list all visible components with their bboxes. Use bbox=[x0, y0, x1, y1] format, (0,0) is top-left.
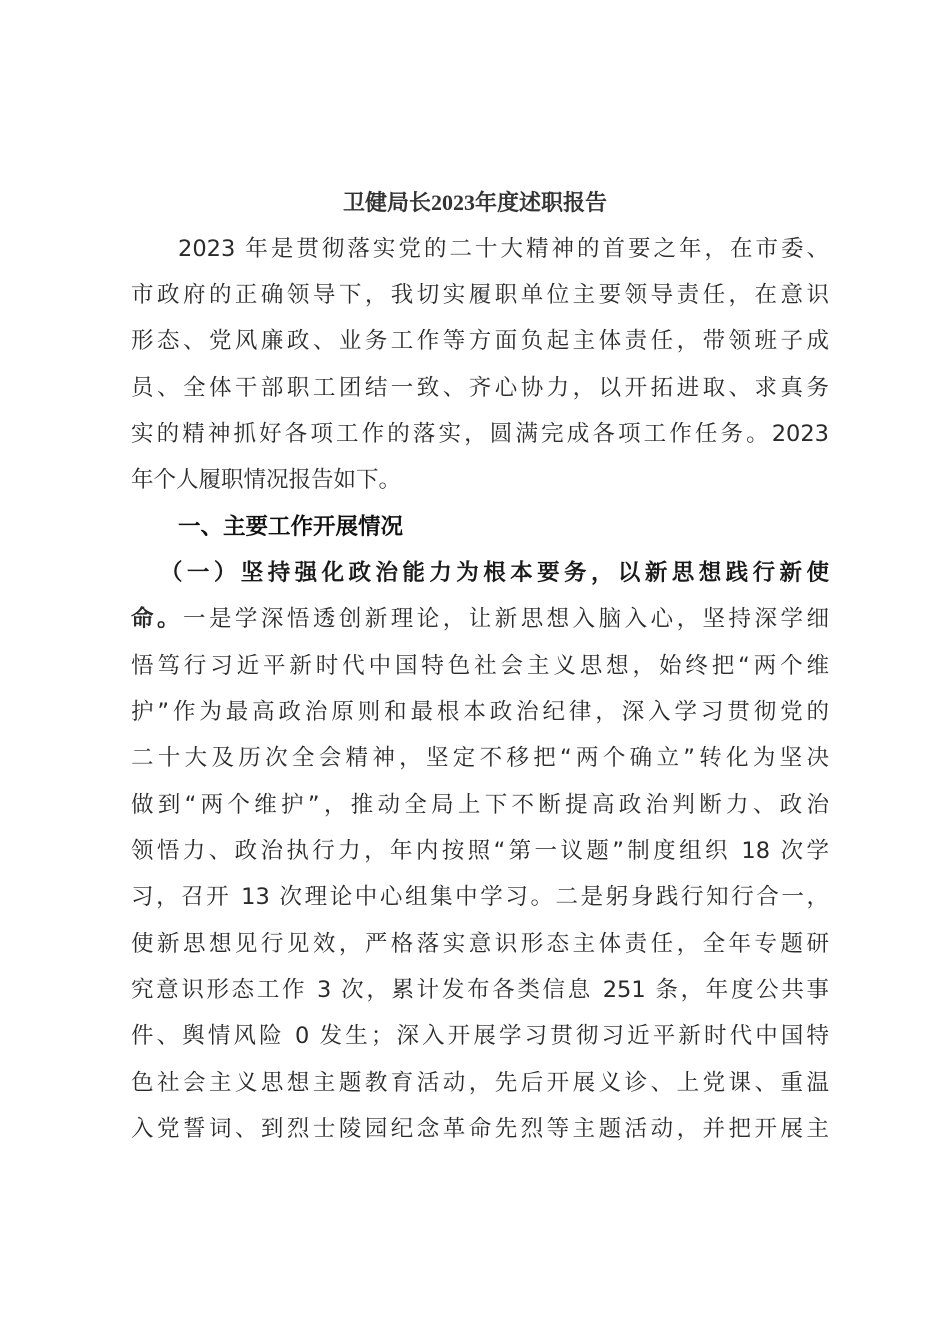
intro-line-4: 员、全体干部职工团结一致、齐心协力，以开拓进取、求真务 bbox=[131, 375, 829, 401]
subsection-heading-tail: 命。 bbox=[131, 606, 183, 632]
intro-line-6: 年个人履职情况报告如下。 bbox=[131, 467, 402, 493]
body-line-8: 使新思想见行见效，严格落实意识形态主体责任，全年专题研 bbox=[131, 931, 829, 957]
body-line-2: 悟笃行习近平新时代中国特色社会主义思想，始终把“两个维 bbox=[131, 653, 829, 679]
body-line-7: 习，召开 13 次理论中心组集中学习。二是躬身践行知行合一， bbox=[131, 884, 829, 910]
body-text: 一是学深悟透创新理论，让新思想入脑入心，坚持深学细 bbox=[182, 606, 829, 632]
body-line-3: 护”作为最高政治原则和最根本政治纪律，深入学习贯彻党的 bbox=[131, 699, 829, 725]
section-heading: 一、主要工作开展情况 bbox=[178, 514, 404, 540]
intro-line-1: 2023 年是贯彻落实党的二十大精神的首要之年，在市委、 bbox=[178, 236, 829, 262]
body-line-1 bbox=[131, 601, 829, 637]
body-line-5: 做到“两个维护”，推动全局上下不断提高政治判断力、政治 bbox=[131, 792, 829, 818]
body-line-11: 色社会主义思想主题教育活动，先后开展义诊、上党课、重温 bbox=[131, 1070, 829, 1096]
subsection-heading: （一）坚持强化政治能力为根本要务，以新思想践行新使 bbox=[160, 560, 829, 586]
intro-line-3: 形态、党风廉政、业务工作等方面负起主体责任，带领班子成 bbox=[131, 328, 829, 354]
intro-line-2: 市政府的正确领导下，我切实履职单位主要领导责任，在意识 bbox=[131, 282, 829, 308]
body-line-10: 件、舆情风险 0 发生；深入开展学习贯彻习近平新时代中国特 bbox=[131, 1023, 829, 1049]
body-line-9: 究意识形态工作 3 次，累计发布各类信息 251 条，年度公共事 bbox=[131, 977, 829, 1003]
body-line-6: 领悟力、政治执行力，年内按照“第一议题”制度组织 18 次学 bbox=[131, 838, 829, 864]
intro-line-5: 实的精神抓好各项工作的落实，圆满完成各项工作任务。2023 bbox=[131, 421, 829, 447]
document-title: 卫健局长2023年度述职报告 bbox=[342, 190, 607, 215]
body-line-4: 二十大及历次全会精神，坚定不移把“两个确立”转化为坚决 bbox=[131, 745, 829, 771]
body-line-12: 入党誓词、到烈士陵园纪念革命先烈等主题活动，并把开展主 bbox=[131, 1116, 829, 1142]
